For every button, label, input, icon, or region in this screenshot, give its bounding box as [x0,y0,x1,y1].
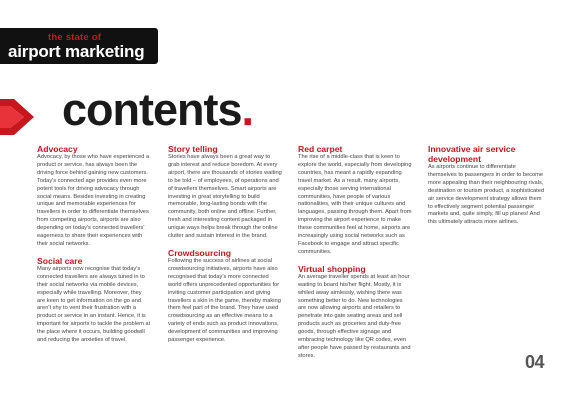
section-body-red-carpet: The rise of a middle-class that is keen to explore the world, especially from developing countries, has meant a rapidly expanding travel market. As a result, many airports, especially those serving international communities, have people of various nationalities, with their unique cultures and languages, passing through them. Apart from improving the airport experience to make these communities feel at home, airports are increasingly using social networks such as Facebook to engage and attract specific communities. [298,154,412,255]
section-title-advocacy: Advocacy [37,144,78,154]
section-title-virtual-shopping: Virtual shopping [298,263,366,274]
section-body-crowdsourcing: Following the success of airlines at social crowdsourcing initiatives, airports have also recognised that today's more connected world offers unprecedented opportunities for inviting customer participation and giving travellers a skin in the game, thereby making them feel part of the brand. They have used crowdsourcing as an effective means to a variety of ends such as product innovations, development of communities and improving passenger experience. [168,257,281,344]
page-number: 04 [525,352,545,372]
page-title-text: contents [62,84,242,135]
page-title-dot: . [241,84,254,135]
column-2 [168,144,282,345]
section-title-story-telling: Story telling [168,144,218,154]
section-body-virtual-shopping: An average traveller spends at least an hour waiting to board his/her flight. Mostly, it is whiled away aimlessly, wishing there was something better to do. New technologies are now allowing airports and retailers to penetrate into gate seating areas and sell products such as groceries and duty-free goods, through effective signage and embracing technology like QR codes, even after people have passed by restaurants and stores. [298,273,411,359]
section-body-social-care: Many airports now recognise that today's connected travellers are always tuned in to their social networks via mobile devices, especially while travelling. Moreover, they are keen to get information on the go and aren't shy to vent their frustration with a product or service in an instant. Hence, it is important for airports to tackle the problem at the place where it occurs, building goodwill and reducing the anxieties of travel. [37,265,151,344]
section-title-air-service: Innovative air service development [428,144,516,164]
column-3 [298,144,412,361]
section-body-air-service: As airports continue to differentiate themselves to passengers in order to become more appealing than their neighbouring rivals, destination or tourism product, a sophisticated air service development strategy allows them to effectively segment potential passenger markets and, quite simply, fill up planes! And this ultimately attracts more airlines. [428,164,545,226]
column-1 [37,144,151,345]
header-subtitle: the state of [48,32,102,43]
section-title-red-carpet: Red carpet [298,144,343,154]
section-body-story-telling: Stories have always been a great way to grab interest and reduce boredom. At every airport, there are thousands of stories waiting to be told – of employees, of operations and of travellers themselves. Smart airports are investing in great storytelling to build memorable, long-lasting bonds with the community, both online and offline. Further, fresh and interesting content packaged in unique ways helps break through the online clutter and sustain interest in the brand. [168,154,282,240]
section-title-social-care: Social care [37,255,83,266]
page-title [62,82,253,138]
section-body-advocacy: Advocacy, by those who have experienced a product or service, has always been the driving force behind gaining new customers. Today's connected age provides even more potent tools for driving advocacy through social means. Besides investing in creating unique and memorable experiences for travellers in order to differentiate themselves from competing airports, airports are also depending on today's connected travellers' eagerness to share their experiences with their social networks. [37,154,150,247]
header-title: airport marketing [8,42,145,61]
column-4 [428,144,546,227]
section-title-crowdsourcing: Crowdsourcing [168,247,232,258]
chevron-icon [0,95,44,139]
header-badge [0,28,158,64]
